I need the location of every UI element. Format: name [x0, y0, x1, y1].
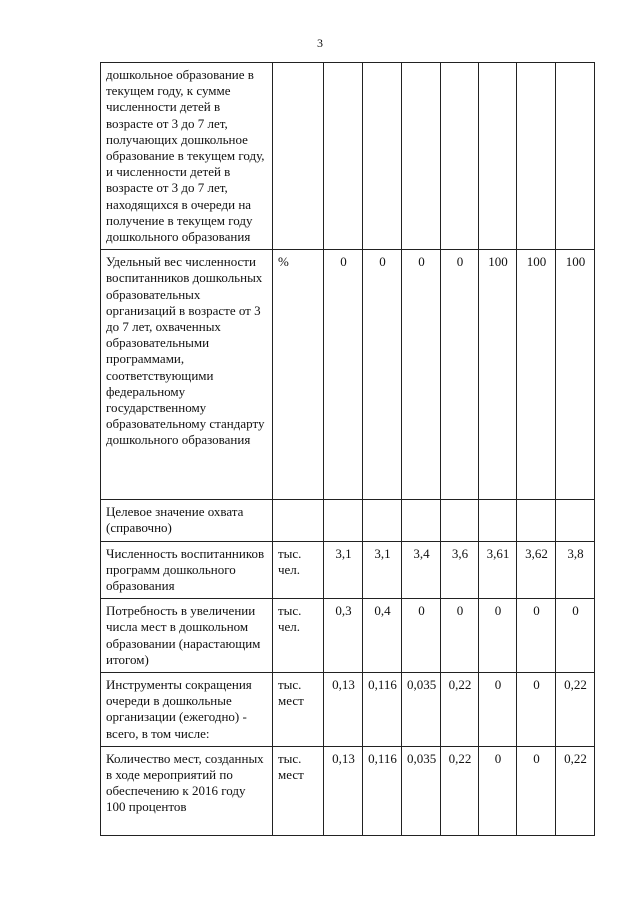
table-row	[101, 63, 595, 250]
value-cell: 100	[556, 250, 595, 500]
value-cell: 0	[402, 250, 441, 500]
value-cell: 0	[441, 250, 479, 500]
row-unit: тыс. мест	[273, 673, 324, 747]
table-row	[101, 250, 595, 500]
value-cell	[441, 63, 479, 250]
row-unit	[273, 63, 324, 250]
value-cell	[479, 500, 517, 541]
value-cell: 0,3	[324, 599, 363, 673]
value-cell: 3,62	[517, 541, 556, 599]
table-row	[101, 673, 595, 747]
value-cell	[517, 500, 556, 541]
value-cell: 0	[324, 250, 363, 500]
table-row	[101, 500, 595, 541]
value-cell: 0	[517, 599, 556, 673]
value-cell: 0,13	[324, 746, 363, 835]
value-cell: 3,4	[402, 541, 441, 599]
value-cell	[324, 63, 363, 250]
row-description: Потребность в увеличении числа мест в дошкольном образовании (нарастающим итогом)	[101, 599, 273, 673]
row-unit	[273, 500, 324, 541]
value-cell: 0	[517, 746, 556, 835]
row-description: дошкольное образование в текущем году, к сумме численности детей в возрасте от 3 до 7 лет, получающих дошкольное образование в текущем году, и численности детей в возрасте от 3 до 7 лет, находящихся в очереди на получение в текущем году дошкольного образования	[101, 63, 273, 250]
value-cell: 0	[479, 746, 517, 835]
value-cell: 0,13	[324, 673, 363, 747]
row-unit: тыс. мест	[273, 746, 324, 835]
value-cell: 0,035	[402, 746, 441, 835]
value-cell	[517, 63, 556, 250]
value-cell: 0,22	[556, 746, 595, 835]
value-cell	[402, 500, 441, 541]
indicators-table	[100, 62, 595, 836]
value-cell: 0,116	[363, 673, 402, 747]
table-row	[101, 541, 595, 599]
value-cell	[363, 63, 402, 250]
value-cell: 0,4	[363, 599, 402, 673]
table-row	[101, 599, 595, 673]
row-description: Удельный вес численности воспитанников дошкольных образовательных организаций в возрасте от 3 до 7 лет, охваченных образовательными программами, соответствующими федеральному государственному образовательному стандарту дошкольного образования	[101, 250, 273, 500]
value-cell: 0	[556, 599, 595, 673]
value-cell: 0,035	[402, 673, 441, 747]
value-cell	[556, 500, 595, 541]
value-cell	[363, 500, 402, 541]
page-number: 3	[317, 36, 323, 50]
value-cell: 3,1	[324, 541, 363, 599]
value-cell: 100	[517, 250, 556, 500]
row-description: Инструменты сокращения очереди в дошкольные организации (ежегодно) - всего, в том числе:	[101, 673, 273, 747]
value-cell: 0,116	[363, 746, 402, 835]
value-cell: 3,1	[363, 541, 402, 599]
value-cell: 0,22	[441, 673, 479, 747]
row-unit: тыс. чел.	[273, 599, 324, 673]
value-cell: 3,6	[441, 541, 479, 599]
row-unit: тыс. чел.	[273, 541, 324, 599]
value-cell: 0	[479, 599, 517, 673]
row-description: Целевое значение охвата (справочно)	[101, 500, 273, 541]
value-cell: 3,8	[556, 541, 595, 599]
value-cell	[324, 500, 363, 541]
table-body	[101, 63, 595, 836]
value-cell: 0	[441, 599, 479, 673]
value-cell: 0,22	[441, 746, 479, 835]
value-cell: 0	[479, 673, 517, 747]
row-unit: %	[273, 250, 324, 500]
row-description: Количество мест, созданных в ходе мероприятий по обеспечению к 2016 году 100 процентов	[101, 746, 273, 835]
row-description: Численность воспитанников программ дошкольного образования	[101, 541, 273, 599]
value-cell: 0	[363, 250, 402, 500]
value-cell	[441, 500, 479, 541]
value-cell: 0	[517, 673, 556, 747]
value-cell: 3,61	[479, 541, 517, 599]
value-cell	[479, 63, 517, 250]
value-cell	[402, 63, 441, 250]
value-cell: 0	[402, 599, 441, 673]
table-row	[101, 746, 595, 835]
value-cell: 0,22	[556, 673, 595, 747]
value-cell: 100	[479, 250, 517, 500]
value-cell	[556, 63, 595, 250]
